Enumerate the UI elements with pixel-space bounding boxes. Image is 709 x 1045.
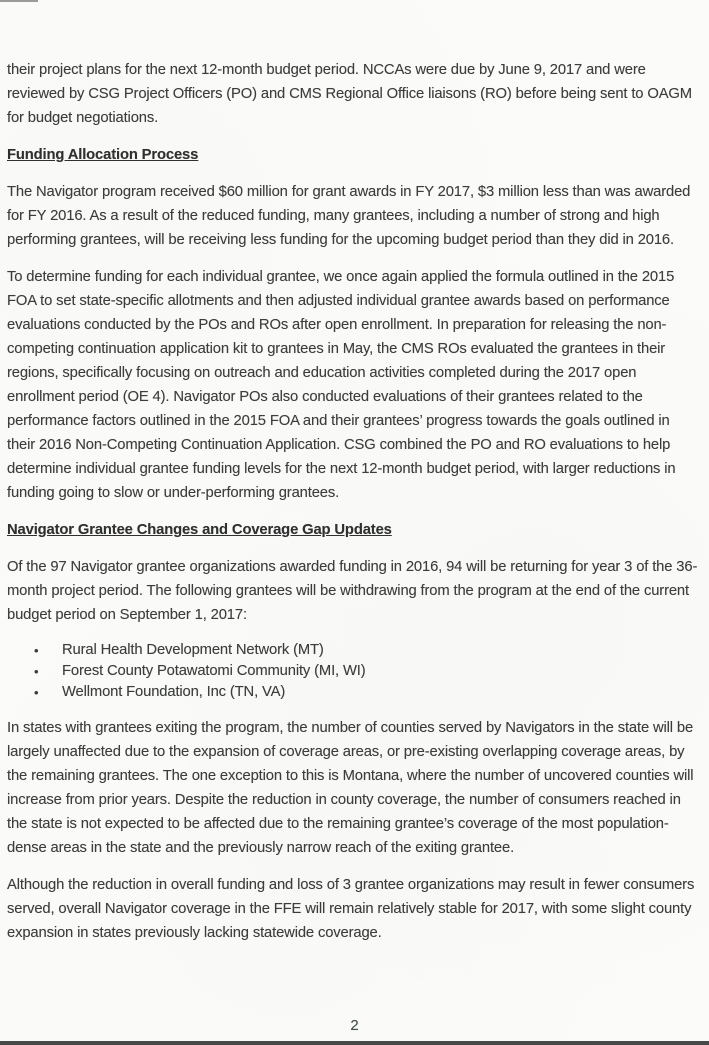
list-item — [7, 682, 701, 703]
bullet-icon: • — [34, 643, 39, 658]
list-item-text: Rural Health Development Network (MT) — [62, 642, 324, 658]
section-heading-grantee-changes: Navigator Grantee Changes and Coverage Gap Updates — [7, 522, 392, 538]
bullet-icon: • — [34, 664, 39, 679]
list-item-text: Forest County Potawatomi Community (MI, WI) — [62, 663, 366, 679]
paragraph-funding-determination: To determine funding for each individual grantee, we once again applied the formula outlined in the 2015 FOA to set state-specific allotments and then adjusted individual grantee awards based on performance evaluations conducted by the POs and ROs after open enrollment. In preparation for releasing the non-competing continuation application kit to grantees in May, the CMS ROs evaluated the grantees in their regions, specifically focusing on outreach and education activities completed during the 2017 open enrollment period (OE 4). Navigator POs also conducted evaluations of their grantees related to the performance factors outlined in the 2015 FOA and their grantees’ progress towards the goals outlined in their 2016 Non-Competing Continuation Application. CSG combined the PO and RO evaluations to help determine individual grantee funding levels for the next 12-month budget period, with larger reductions in funding going to slow or under-performing grantees. — [7, 269, 676, 501]
list-item — [7, 661, 701, 682]
list-item-text: Wellmont Foundation, Inc (TN, VA) — [62, 684, 286, 700]
paragraph-funding-received: The Navigator program received $60 million for grant awards in FY 2017, $3 million less than was awarded for FY 2016. As a result of the reduced funding, many grantees, including a number of strong and high performing grantees, will be receiving less funding for the upcoming budget period than they did in 2016. — [7, 184, 691, 248]
paragraph-coverage-impact: In states with grantees exiting the program, the number of counties served by Navigators in the state will be largely unaffected due to the expansion of coverage areas, or pre-existing overlapping coverage areas, by the remaining grantees. The one exception to this is Montana, where the number of uncovered counties will increase from prior years. Despite the reduction in county coverage, the number of consumers reached in the state is not expected to be affected due to the remaining grantee’s coverage of the most population-dense areas in the state and the previously narrow reach of the exiting grantee. — [7, 720, 694, 856]
scan-edge-artifact-top — [0, 0, 38, 2]
page-number: 2 — [350, 1017, 359, 1034]
bullet-icon: • — [34, 685, 39, 700]
list-item — [7, 640, 701, 661]
paragraph-overall-coverage: Although the reduction in overall funding and loss of 3 grantee organizations may result in fewer consumers served, overall Navigator coverage in the FFE will remain relatively stable for 2017, with some slight county expansion in states previously lacking statewide coverage. — [7, 877, 695, 941]
paragraph-intro-continuation: their project plans for the next 12-month budget period. NCCAs were due by June 9, 2017 and were reviewed by CSG Project Officers (PO) and CMS Regional Office liaisons (RO) before being sent to OAGM for budget negotiations. — [7, 62, 692, 126]
section-heading-funding-allocation-process: Funding Allocation Process — [7, 147, 199, 163]
withdrawing-grantees-list — [7, 640, 701, 703]
scan-edge-artifact-bottom — [0, 1041, 709, 1045]
paragraph-grantee-returning: Of the 97 Navigator grantee organizations awarded funding in 2016, 94 will be returning for year 3 of the 36-month project period. The following grantees will be withdrawing from the program at the end of the current budget period on September 1, 2017: — [7, 559, 698, 623]
